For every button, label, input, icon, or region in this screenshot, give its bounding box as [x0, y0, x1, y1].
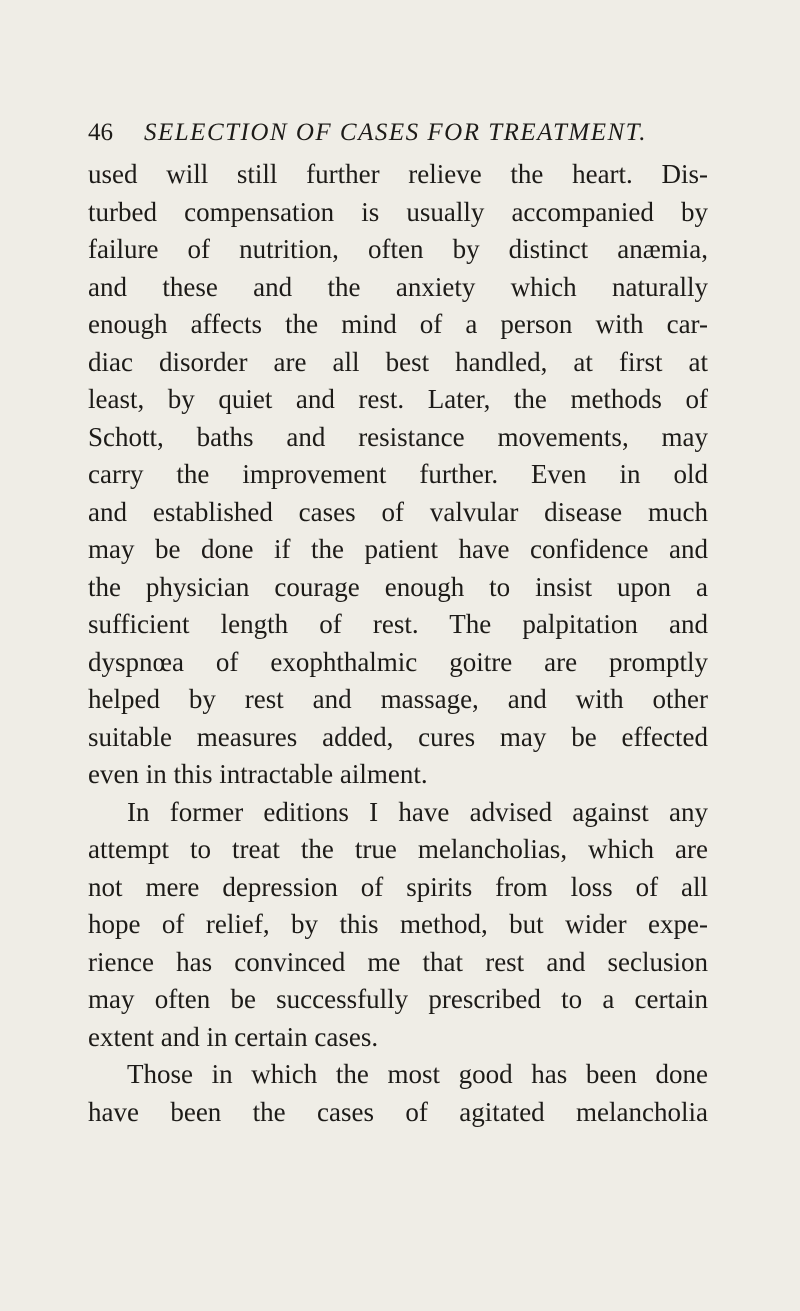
text-line: used will still further relieve the heart. Dis-	[88, 159, 708, 189]
text-line: and these and the anxiety which naturally	[88, 271, 708, 302]
running-title: SELECTION OF CASES FOR TREATMENT.	[144, 119, 647, 146]
text-line: failure of nutrition, often by distinct anæmia,	[88, 234, 708, 264]
text-line: least, by quiet and rest. Later, the methods of	[88, 384, 708, 414]
text-line: even in this intractable ailment.	[88, 759, 428, 789]
text-line: may often be successfully prescribed to a certain	[88, 984, 708, 1014]
text-line: sufficient length of rest. The palpitation and	[88, 609, 708, 639]
text-line: rience has convinced me that rest and seclusion	[88, 946, 708, 977]
text-line: and established cases of valvular disease much	[88, 496, 708, 527]
text-line: suitable measures added, cures may be effected	[88, 721, 708, 752]
text-line: not mere depression of spirits from loss of all	[88, 871, 708, 902]
text-line: carry the improvement further. Even in old	[88, 459, 708, 489]
text-line: turbed compensation is usually accompanied by	[88, 196, 708, 227]
text-line: helped by rest and massage, and with other	[88, 684, 708, 714]
running-head	[88, 118, 708, 148]
text-line: diac disorder are all best handled, at first at	[88, 346, 708, 377]
paragraph-start-line: Those in which the most good has been done	[127, 1059, 708, 1089]
text-line: enough affects the mind of a person with car-	[88, 309, 708, 339]
paragraph-start-line: In former editions I have advised against any	[127, 796, 708, 827]
text-line: the physician courage enough to insist upon a	[88, 571, 708, 602]
page-number: 46	[88, 119, 113, 146]
text-line: dyspnœa of exophthalmic goitre are promptly	[88, 646, 708, 677]
body-text	[88, 156, 708, 1131]
text-line: hope of relief, by this method, but wider expe-	[88, 909, 708, 939]
text-line: attempt to treat the true melancholias, which are	[88, 834, 708, 864]
text-line: may be done if the patient have confidence and	[88, 534, 708, 564]
text-line: extent and in certain cases.	[88, 1021, 379, 1052]
text-line: have been the cases of agitated melancholia	[88, 1096, 708, 1127]
text-line: Schott, baths and resistance movements, may	[88, 421, 708, 452]
